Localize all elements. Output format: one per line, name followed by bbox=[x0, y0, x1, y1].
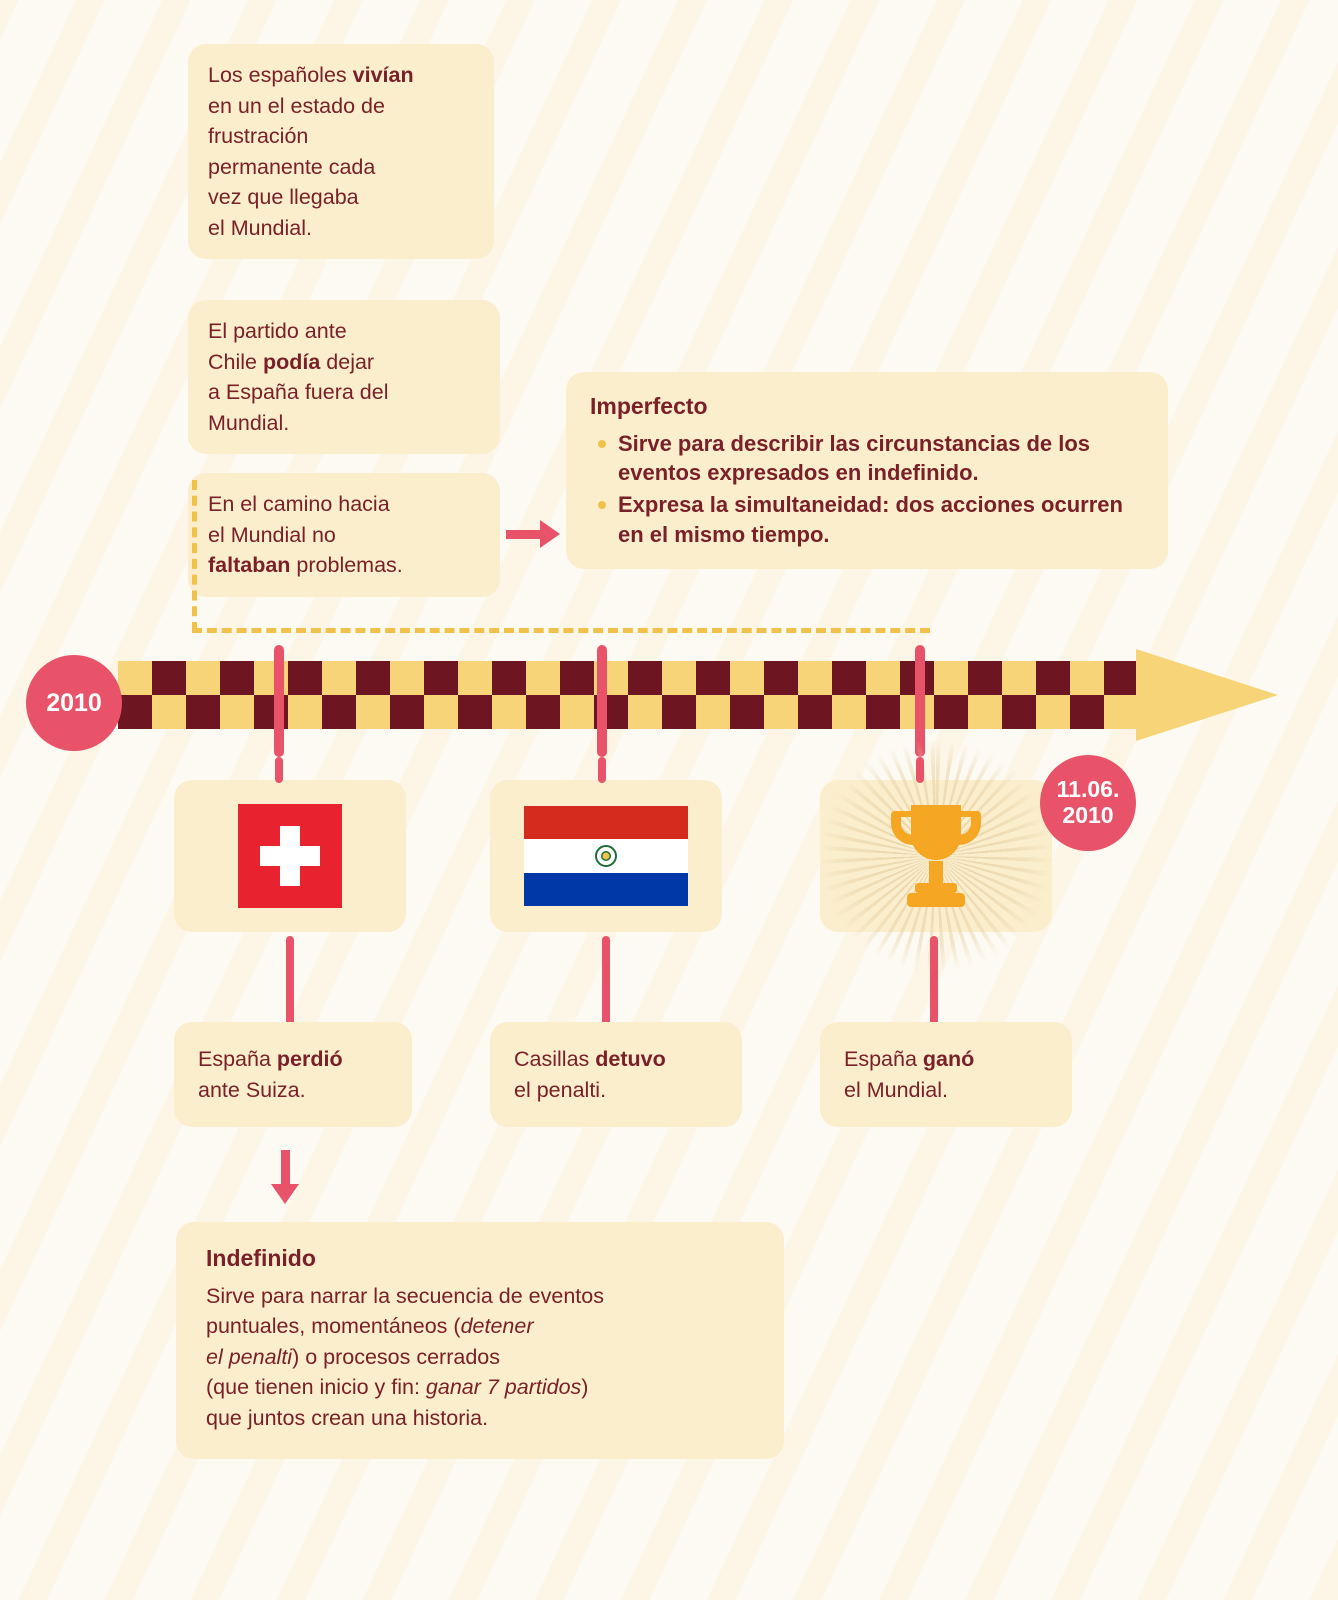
event-icon-card-mundial bbox=[820, 780, 1052, 932]
dashed-horizontal-segment bbox=[192, 628, 930, 633]
indefinido-text: Sirve para narrar la secuencia de eventos puntuales, momentáneos (detener el penalti) o procesos cerrados (que tienen inicio y fin: ganar 7 partidos) que juntos crean una historia. bbox=[206, 1283, 604, 1430]
flag-stripe-red bbox=[524, 806, 688, 839]
flag-paraguay-icon bbox=[524, 806, 688, 906]
card-podia bbox=[188, 300, 500, 454]
card-podia-text: El partido ante Chile podía dejar a España fuera del Mundial. bbox=[208, 319, 389, 435]
card-vivian bbox=[188, 44, 494, 259]
list-item: Expresa la simultaneidad: dos acciones ocurren en el mismo tiempo. bbox=[590, 490, 1144, 549]
year-badge-label: 2010 bbox=[46, 689, 102, 717]
timeline-tick-1 bbox=[274, 645, 284, 757]
date-badge-line2: 2010 bbox=[1062, 802, 1114, 828]
flag-emblem-icon bbox=[595, 845, 617, 867]
connector-tick1-card bbox=[275, 757, 283, 783]
list-item: Sirve para describir las circunstancias de los eventos expresados en indefinido. bbox=[590, 429, 1144, 488]
panel-imperfecto bbox=[566, 372, 1168, 569]
flag-switzerland-icon bbox=[238, 804, 342, 908]
date-badge bbox=[1040, 755, 1136, 851]
event-icon-card-suiza bbox=[174, 780, 406, 932]
timeline-tick-2 bbox=[597, 645, 607, 757]
arrow-head bbox=[540, 520, 560, 548]
trophy-icon bbox=[881, 797, 991, 915]
timeline-arrow bbox=[118, 655, 1278, 747]
panel-indefinido bbox=[176, 1222, 784, 1459]
arrow-to-imperfecto bbox=[506, 520, 560, 548]
card-faltaban bbox=[188, 473, 500, 597]
flag-stripe-blue bbox=[524, 873, 688, 906]
event-text-mundial bbox=[820, 1022, 1072, 1127]
date-badge-line1: 11.06. bbox=[1056, 776, 1120, 803]
connector-card-text-2 bbox=[602, 936, 610, 1026]
connector-card-text-1 bbox=[286, 936, 294, 1026]
connector-tick3-card bbox=[916, 757, 924, 783]
arrow-shaft bbox=[506, 530, 540, 539]
event-text-suiza bbox=[174, 1022, 412, 1127]
arrow-head bbox=[271, 1184, 299, 1204]
timeline-arrowhead-icon bbox=[1136, 649, 1278, 741]
event-text-suiza-label: España perdió ante Suiza. bbox=[198, 1047, 343, 1102]
connector-tick2-card bbox=[598, 757, 606, 783]
timeline-checkerboard bbox=[118, 661, 1138, 729]
connector-card-text-3 bbox=[930, 936, 938, 1026]
event-icon-card-penalti bbox=[490, 780, 722, 932]
arrow-shaft bbox=[281, 1150, 290, 1184]
event-text-mundial-label: España ganó el Mundial. bbox=[844, 1047, 975, 1102]
arrow-to-indefinido bbox=[271, 1150, 299, 1204]
imperfecto-title: Imperfecto bbox=[590, 393, 708, 419]
timeline-tick-3 bbox=[915, 645, 925, 757]
event-text-penalti-label: Casillas detuvo el penalti. bbox=[514, 1047, 666, 1102]
card-faltaban-text: En el camino hacia el Mundial no faltaban problemas. bbox=[208, 492, 403, 578]
year-badge-2010 bbox=[26, 655, 122, 751]
imperfecto-bullet-list bbox=[590, 429, 1144, 550]
card-vivian-text: Los españoles vivían en un el estado de frustración permanente cada vez que llegaba el Mundial. bbox=[208, 63, 414, 240]
indefinido-title: Indefinido bbox=[206, 1245, 316, 1271]
event-text-penalti bbox=[490, 1022, 742, 1127]
